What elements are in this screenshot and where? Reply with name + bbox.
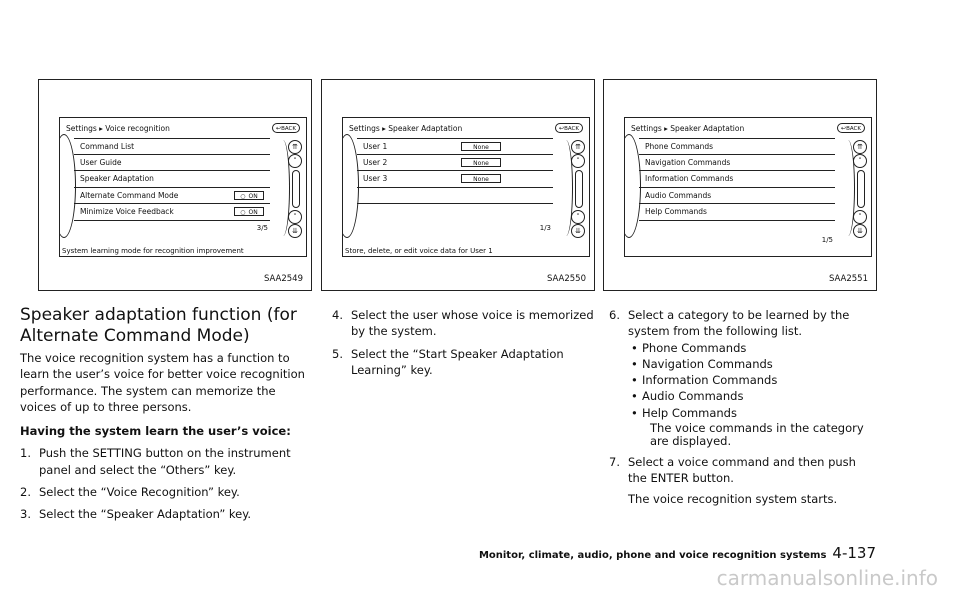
user-list xyxy=(357,138,553,221)
scroll-bottom-icon[interactable]: ⇊ xyxy=(571,224,585,238)
figure-code: SAA2549 xyxy=(263,274,303,284)
screen-speaker-adaptation xyxy=(624,117,872,257)
category-bullet: • Information Commands xyxy=(609,372,875,388)
step-7-note: The voice recognition system starts. xyxy=(628,491,838,506)
back-arrow-icon: ↩ xyxy=(276,125,282,132)
back-button[interactable]: ↩BACK xyxy=(837,123,865,133)
watermark: carmanualsonline.info xyxy=(716,566,938,590)
back-arrow-icon: ↩ xyxy=(559,125,565,132)
category-bullet: • Navigation Commands xyxy=(609,356,875,372)
menu-item[interactable]: Minimize Voice Feedback ○ ON xyxy=(74,204,270,221)
figure-speaker-adaptation-categories xyxy=(603,79,877,291)
screen-speaker-adaptation xyxy=(342,117,590,257)
step-item: 2. Select the “Voice Recognition” key. xyxy=(20,485,240,500)
back-arrow-icon: ↩ xyxy=(841,125,847,132)
scrollbar[interactable] xyxy=(857,170,865,208)
category-item[interactable]: Phone Commands xyxy=(639,138,835,155)
back-button[interactable]: ↩BACK xyxy=(272,123,300,133)
menu-list xyxy=(74,138,270,221)
scroll-bottom-icon[interactable]: ⇊ xyxy=(288,224,302,238)
figure-voice-recognition xyxy=(38,79,312,291)
scroll-down-icon[interactable]: ˅ xyxy=(288,210,302,224)
screen-title: Settings ▸ Speaker Adaptation xyxy=(349,124,463,133)
scroll-up-icon[interactable]: ˄ xyxy=(853,154,867,168)
page-number: 4-137 xyxy=(832,544,876,562)
category-item[interactable]: Information Commands xyxy=(639,171,835,188)
scrollbar[interactable] xyxy=(575,170,583,208)
category-item[interactable]: Navigation Commands xyxy=(639,155,835,172)
empty-row xyxy=(357,204,553,221)
page-indicator: 1/3 xyxy=(539,224,551,232)
menu-item[interactable]: Command List xyxy=(74,138,270,155)
figure-code: SAA2551 xyxy=(828,274,868,284)
intro-paragraph: The voice recognition system has a function to learn the user’s voice for better voice recognition performance. The system can memorize the voices of up to three persons. xyxy=(20,351,305,414)
screen-title: Settings ▸ Speaker Adaptation xyxy=(631,124,745,133)
step-item: 3. Select the “Speaker Adaptation” key. xyxy=(20,507,252,522)
scroll-top-icon[interactable]: ⇈ xyxy=(571,140,585,154)
section-heading: Speaker adaptation function (for Alternate Command Mode) xyxy=(20,305,297,346)
scrollbar[interactable] xyxy=(292,170,300,208)
step-item: 4. Select the user whose voice is memorized by the system. xyxy=(332,308,594,339)
voice-data-status: None xyxy=(461,158,501,167)
menu-item[interactable]: Alternate Command Mode ○ ON xyxy=(74,188,270,205)
status-text: Store, delete, or edit voice data for User 1 xyxy=(345,247,493,255)
column-2 xyxy=(332,307,594,378)
category-note: The voice commands in the category are displayed. xyxy=(650,421,864,449)
figure-code: SAA2550 xyxy=(546,274,586,284)
column-3 xyxy=(609,307,875,507)
scroll-down-icon[interactable]: ˅ xyxy=(853,210,867,224)
figure-speaker-adaptation-users xyxy=(321,79,595,291)
step-item: 6. Select a category to be learned by the system from the following list. xyxy=(609,308,850,339)
status-text: System learning mode for recognition improvement xyxy=(62,247,244,255)
user-item[interactable]: User 1 None xyxy=(357,138,553,155)
footer-section: Monitor, climate, audio, phone and voice recognition systems xyxy=(478,550,827,561)
page-indicator: 3/5 xyxy=(256,224,268,232)
category-bullet: • Help Commands xyxy=(609,405,875,421)
toggle-indicator[interactable]: ○ ON xyxy=(234,207,264,216)
category-bullet: • Phone Commands xyxy=(609,340,875,356)
scroll-top-icon[interactable]: ⇈ xyxy=(853,140,867,154)
screen-title: Settings ▸ Voice recognition xyxy=(66,124,170,133)
category-bullet: • Audio Commands xyxy=(609,388,875,404)
step-item: 7. Select a voice command and then push the ENTER button. xyxy=(609,455,856,486)
scroll-bottom-icon[interactable]: ⇊ xyxy=(853,224,867,238)
right-arc xyxy=(559,140,573,236)
toggle-indicator[interactable]: ○ ON xyxy=(234,191,264,200)
scroll-up-icon[interactable]: ˄ xyxy=(571,154,585,168)
screen-voice-recognition xyxy=(59,117,307,257)
right-arc xyxy=(841,140,855,236)
category-item[interactable]: Help Commands xyxy=(639,204,835,221)
step-item: 5. Select the “Start Speaker Adaptation Learning” key. xyxy=(332,346,564,377)
menu-item[interactable]: User Guide xyxy=(74,155,270,172)
scroll-top-icon[interactable]: ⇈ xyxy=(288,140,302,154)
user-item[interactable]: User 3 None xyxy=(357,171,553,188)
step-item: 1. Push the SETTING button on the instrument panel and select the “Others” key. xyxy=(20,446,291,477)
category-item[interactable]: Audio Commands xyxy=(639,188,835,205)
scroll-down-icon[interactable]: ˅ xyxy=(571,210,585,224)
subheading: Having the system learn the user’s voice: xyxy=(20,424,291,439)
voice-data-status: None xyxy=(461,142,501,151)
page-indicator: 1/5 xyxy=(821,236,833,244)
user-item[interactable]: User 2 None xyxy=(357,155,553,172)
back-button[interactable]: ↩BACK xyxy=(555,123,583,133)
category-list xyxy=(639,138,835,221)
empty-row xyxy=(357,188,553,205)
scroll-up-icon[interactable]: ˄ xyxy=(288,154,302,168)
right-arc xyxy=(276,140,290,236)
page-footer xyxy=(479,544,876,562)
column-1 xyxy=(20,350,310,523)
voice-data-status: None xyxy=(461,174,501,183)
menu-item[interactable]: Speaker Adaptation xyxy=(74,171,270,188)
